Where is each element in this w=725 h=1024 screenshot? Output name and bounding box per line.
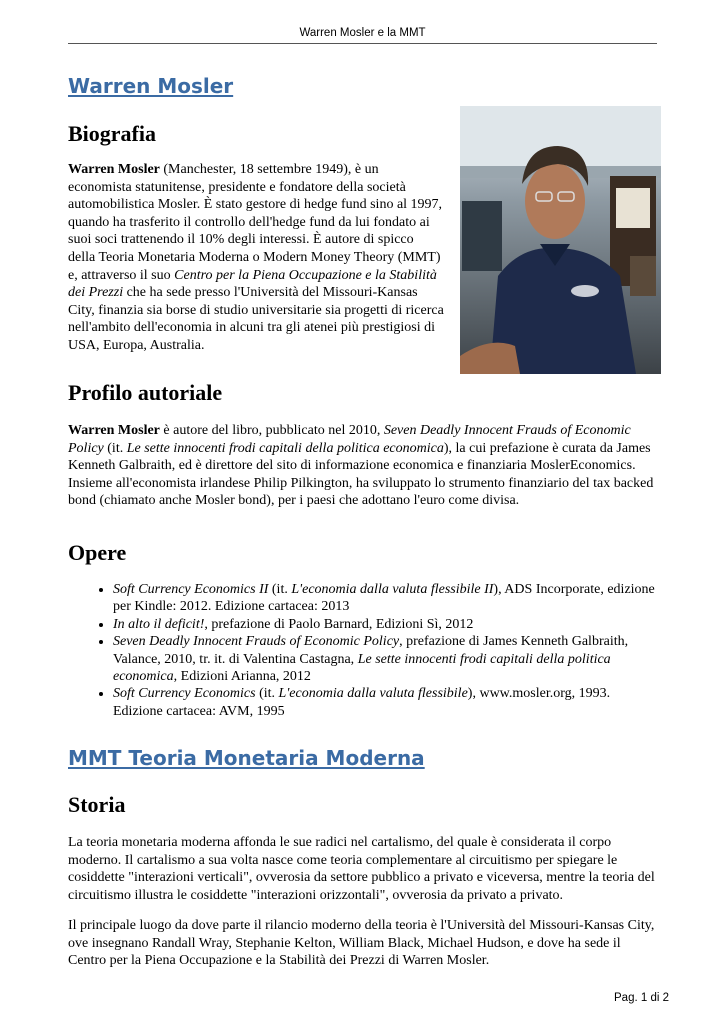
work-text: , prefazione di Paolo Barnard, Edizioni Sì, 2012 [204, 616, 474, 632]
profile-paragraph [68, 422, 657, 510]
work-text: ), ADS Incorporate, edizione per Kindle: 2012. Edizione cartacea: 2013 [113, 582, 655, 615]
bio-text-1: (Manchester, 18 settembre 1949), è un economista statunitense, presidente e fondatore della società automobilistica Mosler. È stato gestore di hedge fund sino al 1997, quando ha trasferito il controllo dell'hedge fund da lui fondato ai suoi soci trattenendo il 10% degli interessi. È autore di spicco della Teoria Monetaria Moderna o Modern Money Theory (MMT) e, attraverso il suo [68, 162, 443, 283]
heading-storia: Storia [68, 792, 126, 817]
work-text: ), www.mosler.org, 1993. Edizione cartacea: AVM, 1995 [113, 686, 611, 719]
portrait-photo [460, 106, 661, 374]
history-paragraph-2: Il principale luogo da dove parte il rilancio moderno della teoria è l'Università del Missouri-Kansas City, ove insegnano Randall Wray, Stephanie Kelton, William Black, Michael Hudson, e dove ha sede il Centro per la Piena Occupazione e la Stabilità dei Prezzi di Warren Mosler. [68, 918, 655, 969]
profile-name: Warren Mosler [68, 423, 160, 438]
history-paragraph-1: La teoria monetaria moderna affonda le sue radici nel cartalismo, del quale è considerata il corpo moderno. Il cartalismo a sua volta nasce come teoria complementare al circuitismo per spiegare le cosiddette "interazioni verticali", ovverosia da settore pubblico a privato e viceversa, mentre la teoria del circuitismo illustra le cosiddette "interazioni orizzontali", ovverosia da privato a privato. [68, 835, 655, 903]
work-italic: L'economia dalla valuta flessibile [278, 686, 468, 702]
work-title: In alto il deficit! [113, 616, 205, 632]
list-item [113, 616, 657, 633]
list-item [113, 685, 657, 720]
header-divider [68, 43, 657, 44]
bio-name: Warren Mosler [68, 162, 160, 177]
bio-text-2: che ha sede presso l'Università del Missouri-Kansas City, finanzia sia borse di studio universitarie sia progetti di ricerca nell'ambito dell'economia in alcuni tra gli atenei più prestigiosi di USA, Europa, Australia. [68, 285, 444, 353]
profile-italic-book: Seven Deadly Innocent Frauds of Economic Policy [68, 423, 631, 456]
work-text: (it. [268, 582, 292, 597]
work-title: Seven Deadly Innocent Frauds of Economic Policy [113, 634, 400, 650]
heading-opere: Opere [68, 540, 127, 565]
profile-text-2: (it. [103, 440, 127, 456]
section-title-mmt: MMT Teoria Monetaria Moderna [68, 746, 425, 770]
page-number: Pag. 1 di 2 [614, 992, 669, 1004]
page-header: Warren Mosler e la MMT [299, 27, 426, 39]
work-italic: Le sette innocenti frodi capitali della politica economica [113, 651, 611, 685]
heading-profilo-autoriale: Profilo autoriale [68, 380, 223, 405]
work-title: Soft Currency Economics II [113, 582, 269, 597]
section-title-warren-mosler: Warren Mosler [68, 74, 234, 98]
works-list [68, 581, 657, 720]
work-text: (it. [255, 686, 279, 702]
work-text: , prefazione di James Kenneth Galbraith, Valance, 2010, tr. it. di Valentina Castagna, [113, 634, 629, 667]
list-item [113, 633, 657, 685]
bio-paragraph [68, 161, 444, 355]
profile-italic-translation: Le sette innocenti frodi capitali della politica economica [126, 440, 444, 456]
work-title: Soft Currency Economics [113, 686, 256, 702]
work-italic: L'economia dalla valuta flessibile II [291, 582, 494, 597]
heading-biografia: Biografia [68, 121, 156, 146]
bio-italic-centro: Centro per la Piena Occupazione e la Stabilità dei Prezzi [68, 267, 437, 301]
list-item [113, 581, 657, 616]
profile-text-1: è autore del libro, pubblicato nel 2010, [159, 423, 384, 438]
work-text: , Edizioni Arianna, 2012 [173, 669, 311, 685]
profile-text-3: ), la cui prefazione è curata da James Kenneth Galbraith, ed è direttore del sito di informazione economica e finanziaria MoslerEconomics. Insieme all'economista irlandese Philip Pilkington, ha sviluppato lo strumento finanziario del tax backed bond (chiamato anche Mosler bond), per i paesi che adottano l'euro come divisa. [68, 440, 654, 509]
